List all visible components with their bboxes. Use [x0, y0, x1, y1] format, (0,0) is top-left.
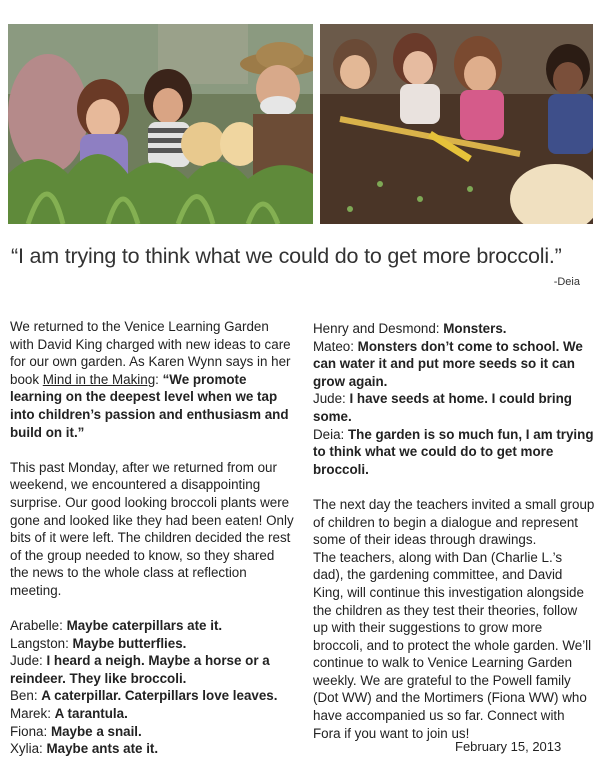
dialogue-line: Arabelle: Maybe caterpillars ate it. — [10, 618, 223, 634]
pull-quote: “I am trying to think what we could do to get more broccoli.” — [11, 244, 562, 268]
right-column — [313, 320, 595, 742]
dialogue-line: Xylia: Maybe ants ate it. — [10, 741, 159, 757]
dialogue-line: Fiona: Maybe a snail. — [10, 723, 142, 739]
dialogue-line: Ben: A caterpillar. Caterpillars love leaves. — [10, 688, 278, 704]
left-column — [10, 318, 296, 758]
quote-author: -Deia — [553, 276, 580, 288]
children-dialogue-left — [10, 617, 296, 758]
children-dialogue-right — [313, 320, 595, 478]
closing-paragraph: The teachers, along with Dan (Charlie L.’s dad), the gardening committee, and David King, will continue this investigation alongside the children as they test their theories, follow up with their suggestions to grow more broccoli, and to protect the whole garden. We’ll continue to walk to Venice Learning Garden weekly. We are grateful to the Powell family (Dot WW) and the Mortimers (Fiona WW) who have accompanied us so far. Connect with Fora if you want to join us! — [313, 549, 592, 741]
dialogue-line: Jude: I heard a neigh. Maybe a horse or a reindeer. They like broccoli. — [10, 653, 270, 686]
photo-children-in-soil — [320, 24, 593, 224]
book-title: Mind in the Making — [42, 371, 156, 387]
dialogue-line: Langston: Maybe butterflies. — [10, 635, 187, 651]
dialogue-line: Henry and Desmond: Monsters. — [313, 321, 507, 336]
post-date: February 15, 2013 — [455, 739, 562, 754]
intro-paragraph: We returned to the Venice Learning Garden with David King charged with new ideas to care for our own garden. As Karen Wynn says in her book Mind in the Making: “We promote learning on the deepest level when we tap into children’s passion and enthusiasm and build on it.” — [10, 319, 291, 440]
book-quote: “We promote learning on the deepest level when we tap into children’s passion and enthusiasm and build on it.” — [10, 371, 289, 440]
dialogue-line: Mateo: Monsters don’t come to school. We can water it and put more seeds so it can grow again. — [313, 338, 583, 389]
dialogue-line: Deia: The garden is so much fun, I am trying to think what we could do to get more broccoli. — [313, 426, 594, 477]
dialogue-line: Marek: A tarantula. — [10, 706, 128, 722]
story-paragraph: This past Monday, after we returned from our weekend, we encountered a disappointing surprise. Our good looking broccoli plants were gone and looked like they had been eaten! Only bits of it were left. The children decided the rest of the group needed to know, so they shared the news to the whole class at reflection meeting. — [10, 459, 294, 598]
dialogue-line: Jude: I have seeds at home. I could bring some. — [313, 391, 572, 424]
photo-children-with-gardener — [8, 24, 313, 224]
next-day-paragraph: The next day the teachers invited a small group of children to begin a dialogue and represent some of their ideas through drawings. — [313, 496, 595, 548]
